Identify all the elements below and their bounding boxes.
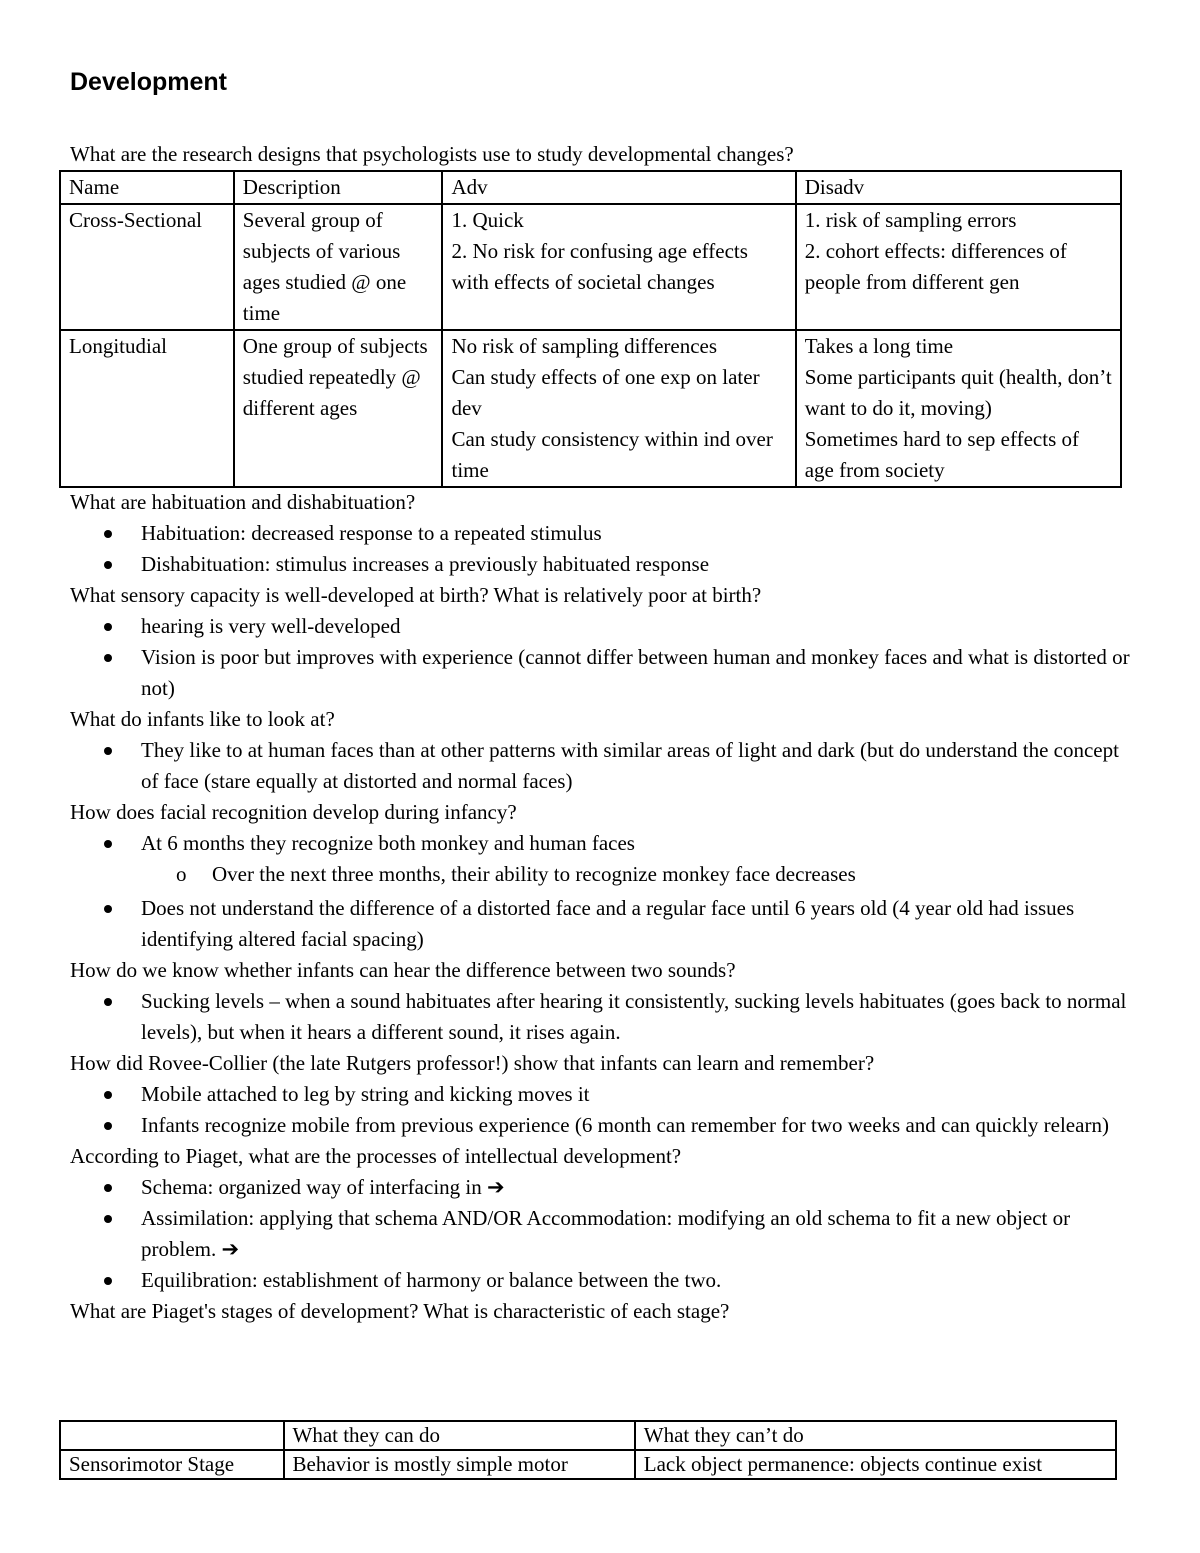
question: What sensory capacity is well-developed at birth? What is relatively poor at birth? xyxy=(70,583,762,607)
table-row xyxy=(60,330,1121,487)
cell-can-do: Behavior is mostly simple motor xyxy=(284,1450,635,1479)
cell-disadv xyxy=(796,204,1121,330)
bullet-list xyxy=(70,1079,1130,1141)
table-header-row xyxy=(60,171,1121,204)
cell-stage: Sensorimotor Stage xyxy=(60,1450,284,1479)
list-item: Equilibration: establishment of harmony or balance between the two. xyxy=(70,1265,1130,1296)
disadv-item: Some participants quit (health, don’t want to do it, moving) xyxy=(804,365,1112,420)
disadv-item: 1. risk of sampling errors xyxy=(804,208,1017,232)
question: What are Piaget's stages of development? What is characteristic of each stage? xyxy=(70,1299,730,1323)
research-designs-question: What are the research designs that psychologists use to study developmental changes? xyxy=(70,142,794,166)
adv-item: No risk of sampling differences xyxy=(451,334,718,358)
list-item: Habituation: decreased response to a repeated stimulus xyxy=(70,518,1130,549)
adv-item: Can study consistency within ind over time xyxy=(451,427,773,482)
header-blank xyxy=(60,1421,284,1450)
notes-content xyxy=(70,487,1130,1327)
bullet-list xyxy=(70,518,1130,580)
table-row xyxy=(60,1450,1116,1479)
list-item: hearing is very well-developed xyxy=(70,611,1130,642)
disadv-item: Takes a long time xyxy=(804,334,954,358)
adv-item: 2. No risk for confusing age effects with effects of societal changes xyxy=(451,239,748,294)
list-item: Does not understand the difference of a distorted face and a regular face until 6 years old (4 year old had issues identifying altered facial spacing) xyxy=(70,893,1130,955)
header-name: Name xyxy=(60,171,234,204)
table-row xyxy=(60,204,1121,330)
list-item: At 6 months they recognize both monkey and human faces xyxy=(70,828,1130,859)
header-description: Description xyxy=(234,171,443,204)
bullet-list xyxy=(70,828,1130,955)
question: How did Rovee-Collier (the late Rutgers professor!) show that infants can learn and remember? xyxy=(70,1051,875,1075)
cell-name: Cross-Sectional xyxy=(60,204,234,330)
cell-adv xyxy=(442,204,795,330)
question: What are habituation and dishabituation? xyxy=(70,490,416,514)
disadv-item: 2. cohort effects: differences of people from different gen xyxy=(804,239,1067,294)
research-designs-table xyxy=(59,170,1122,488)
list-item: Sucking levels – when a sound habituates after hearing it consistently, sucking levels habituates (goes back to normal levels), but when it hears a different sound, it rises again. xyxy=(70,986,1130,1048)
table-header-row xyxy=(60,1421,1116,1450)
cell-disadv xyxy=(796,330,1121,487)
question: How does facial recognition develop during infancy? xyxy=(70,800,517,824)
header-disadv: Disadv xyxy=(796,171,1121,204)
page-title: Development xyxy=(70,68,227,96)
header-can-do: What they can do xyxy=(284,1421,635,1450)
list-item: Assimilation: applying that schema AND/OR Accommodation: modifying an old schema to fit a new object or problem. ➔ xyxy=(70,1203,1130,1265)
list-item: Vision is poor but improves with experience (cannot differ between human and monkey faces and what is distorted or not) xyxy=(70,642,1130,704)
bullet-list xyxy=(70,611,1130,704)
question: According to Piaget, what are the processes of intellectual development? xyxy=(70,1144,682,1168)
list-item: They like to at human faces than at other patterns with similar areas of light and dark (but do understand the concept of face (stare equally at distorted and normal faces) xyxy=(70,735,1130,797)
adv-item: Can study effects of one exp on later dev xyxy=(451,365,760,420)
cell-description: One group of subjects studied repeatedly @ different ages xyxy=(234,330,443,487)
disadv-item: Sometimes hard to sep effects of age from society xyxy=(804,427,1079,482)
question: What do infants like to look at? xyxy=(70,707,335,731)
adv-item: 1. Quick xyxy=(451,208,524,232)
sub-list-item: o Over the next three months, their ability to recognize monkey face decreases xyxy=(70,859,1130,890)
list-item: Dishabituation: stimulus increases a previously habituated response xyxy=(70,549,1130,580)
bullet-list xyxy=(70,986,1130,1048)
cell-description: Several group of subjects of various ages studied @ one time xyxy=(234,204,443,330)
header-cant-do: What they can’t do xyxy=(635,1421,1116,1450)
list-item: Infants recognize mobile from previous experience (6 month can remember for two weeks and can quickly relearn) xyxy=(70,1110,1130,1141)
cell-adv xyxy=(442,330,795,487)
cell-cant-do: Lack object permanence: objects continue exist xyxy=(635,1450,1116,1479)
list-item: Mobile attached to leg by string and kicking moves it xyxy=(70,1079,1130,1110)
piaget-stages-table xyxy=(59,1420,1117,1480)
list-item: Schema: organized way of interfacing in ➔ xyxy=(70,1172,1130,1203)
bullet-list xyxy=(70,1172,1130,1296)
question: How do we know whether infants can hear the difference between two sounds? xyxy=(70,958,736,982)
header-adv: Adv xyxy=(442,171,795,204)
bullet-list xyxy=(70,735,1130,797)
cell-name: Longitudial xyxy=(60,330,234,487)
